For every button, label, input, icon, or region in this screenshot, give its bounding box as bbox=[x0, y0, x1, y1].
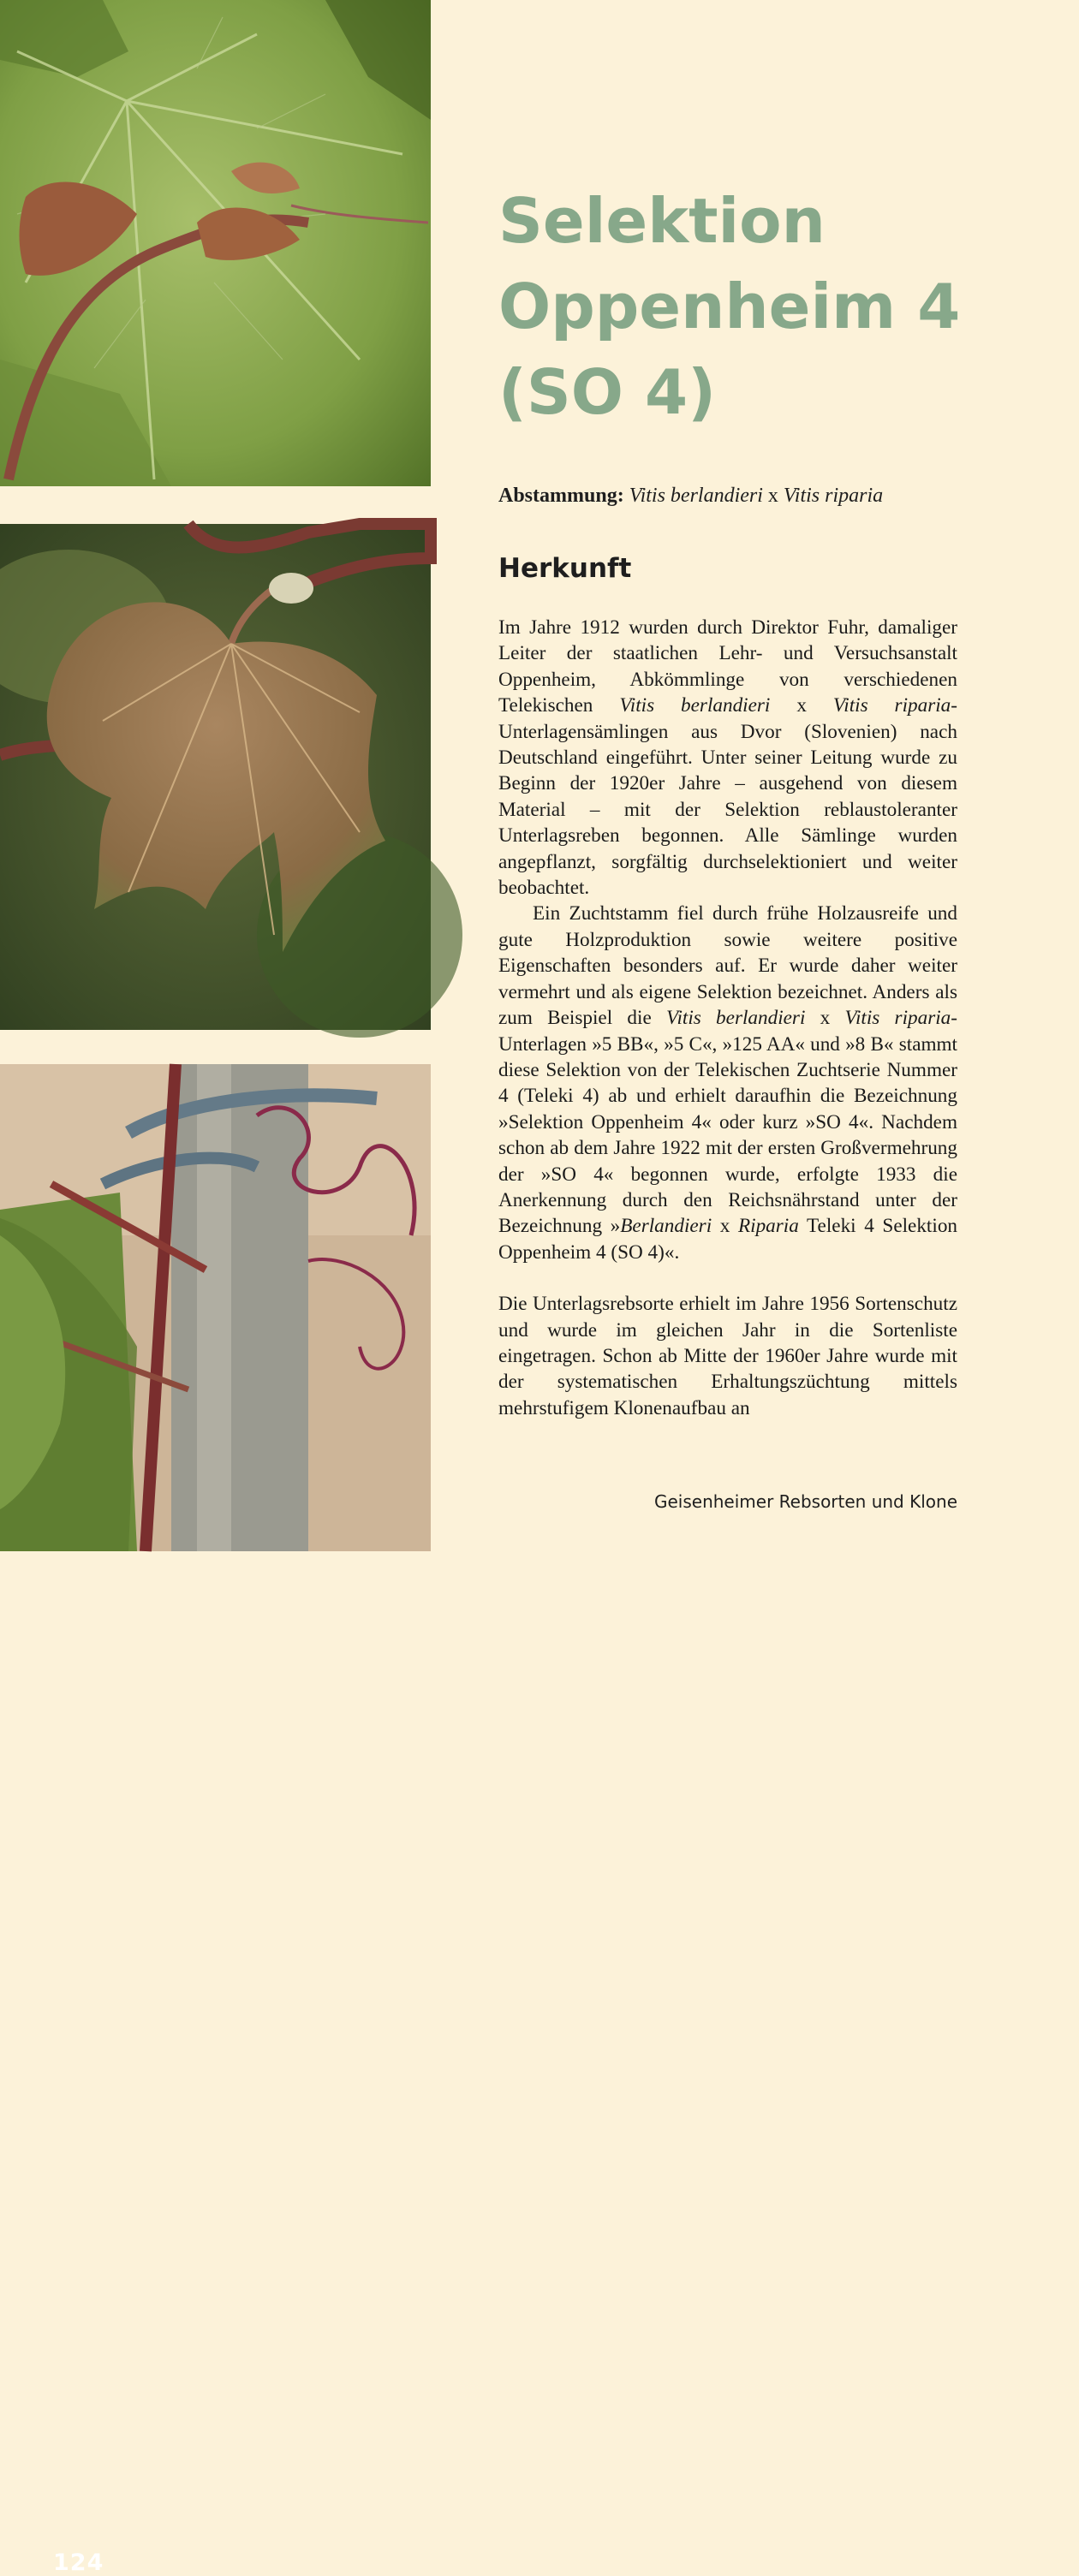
italic-term: Berlandieri bbox=[620, 1215, 712, 1238]
lineage-parent-1: Vitis berlandieri bbox=[629, 485, 763, 507]
paragraph bbox=[498, 901, 957, 1265]
title-line: Selektion bbox=[498, 185, 826, 257]
lineage-label: Abstammung: bbox=[498, 485, 624, 507]
photo-vine-leaf-shoot bbox=[0, 0, 431, 486]
text-run: x bbox=[770, 694, 833, 717]
text-run: Im Jahre 1912 wurden durch Direktor Fuhr, damaliger Leiter der staatlichen Lehr- und Versuchsanstalt Oppenheim, Abkömmlinge von verschiedenen Telekischen bbox=[498, 616, 957, 717]
running-footer: Geisenheimer Rebsorten und Klone bbox=[653, 1491, 957, 1512]
text-run: x bbox=[712, 1215, 738, 1238]
page-number: 124 bbox=[53, 2549, 104, 2576]
title-line: (SO 4) bbox=[498, 356, 717, 428]
italic-term: Vitis riparia bbox=[832, 694, 951, 717]
italic-term: Vitis berlandieri bbox=[619, 694, 771, 717]
lineage-parent-2: Vitis riparia bbox=[783, 485, 884, 507]
lineage-line bbox=[498, 485, 961, 508]
photo-vine-cane-post bbox=[0, 1064, 431, 2576]
body-text bbox=[498, 615, 957, 1421]
photo-young-leaf bbox=[0, 524, 431, 1030]
italic-term: Riparia bbox=[737, 1215, 799, 1238]
italic-term: Vitis berlandieri bbox=[666, 1007, 806, 1030]
text-run: -Unterlagen »5 BB«, »5 C«, »125 AA« und »8 B« stammt diese Selektion von der Telekischen Zuchtserie Nummer 4 (Teleki 4) ab und erhielt daraufhin die Bezeichnung »Selektion Oppenheim 4« oder kurz »SO 4«. Nachdem schon ab dem Jahre 1922 mit der ersten Großvermehrung der »SO 4« begonnen wurde, erfolgte 1933 die Anerkennung durch den Reichsnährstand unter der Bezeichnung » bbox=[498, 1007, 958, 1238]
paragraph bbox=[498, 615, 957, 901]
text-run: x bbox=[805, 1007, 845, 1030]
page-title bbox=[498, 178, 1029, 435]
italic-term: Vitis riparia bbox=[844, 1007, 951, 1030]
section-heading: Herkunft bbox=[498, 553, 632, 584]
text-run: Ein Zuchtstamm fiel durch frühe Holzausreife und gute Holzproduktion sowie weitere positive Eigenschaften besonders auf. Er wurde daher weiter vermehrt und als eigene Selektion bezeichnet. Anders als zum Beispiel die bbox=[498, 902, 957, 1030]
text-run: Die Unterlagsrebsorte erhielt im Jahre 1956 Sortenschutz und wurde im gleichen Jahr in die Sortenliste eingetragen. Schon ab Mitte der 1960er Jahre wurde mit der systematischen Erhaltungszüchtung mittels mehrstufigem Klonenaufbau an bbox=[498, 1293, 957, 1419]
text-run: Teleki 4 Selektion Oppenheim 4 (SO 4)«. bbox=[498, 1215, 958, 1264]
text-run: -Unterlagensämlingen aus Dvor (Slovenien) nach Deutschland eingeführt. Unter seiner Leitung wurde zu Beginn der 1920er Jahre – ausgehend von diesem Material – mit der Selektion reblaustoleranter Unterlagsreben begonnen. Alle Sämlinge wurden angepflanzt, sorgfältig durchselektioniert und weiter beobachtet. bbox=[498, 694, 958, 900]
lineage-cross: x bbox=[762, 485, 784, 507]
title-line: Oppenheim 4 bbox=[498, 271, 961, 342]
paragraph bbox=[498, 1291, 957, 1421]
